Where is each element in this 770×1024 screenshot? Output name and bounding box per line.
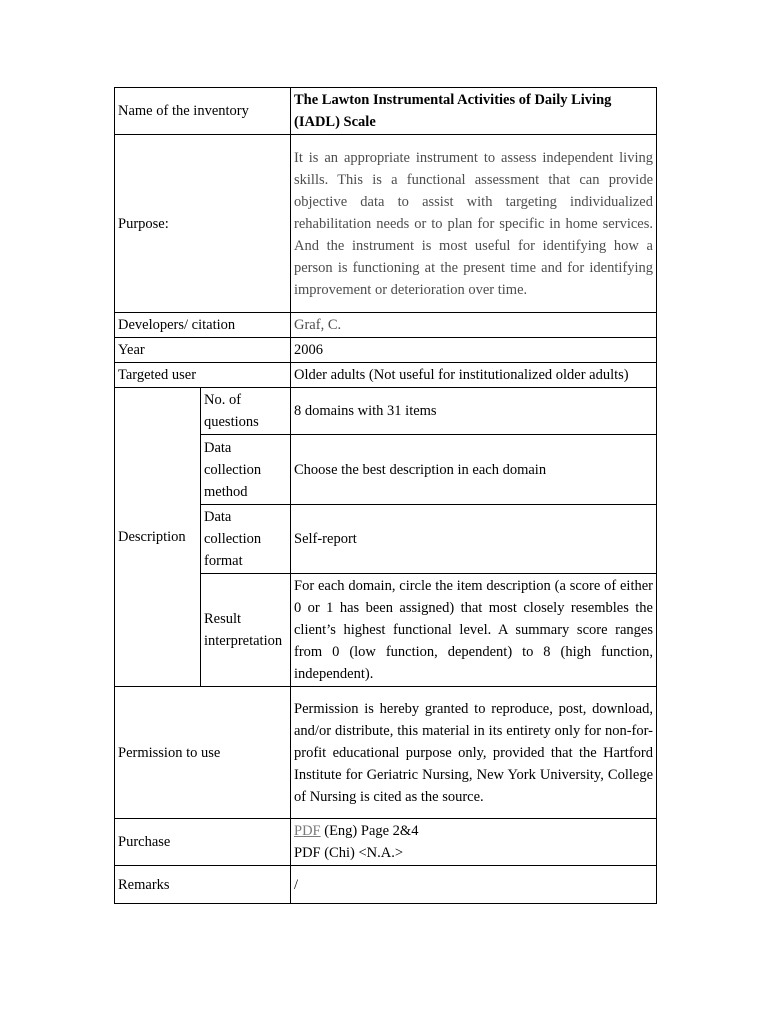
year-label: Year — [115, 338, 291, 363]
developers-label: Developers/ citation — [115, 313, 291, 338]
row-developers — [115, 313, 657, 338]
row-purpose — [115, 135, 657, 313]
row-purchase — [115, 819, 657, 866]
remarks-value: / — [291, 866, 657, 904]
remarks-label: Remarks — [115, 866, 291, 904]
description-item-label: Data collection method — [201, 435, 291, 505]
pdf-eng-detail: (Eng) Page 2&4 — [320, 823, 419, 839]
targeted-user-label: Targeted user — [115, 363, 291, 388]
inventory-table — [114, 87, 657, 904]
purchase-line-eng — [294, 820, 653, 842]
description-item-value: Choose the best description in each domain — [291, 435, 657, 505]
permission-label: Permission to use — [115, 687, 291, 819]
purchase-label: Purchase — [115, 819, 291, 866]
row-targeted-user — [115, 363, 657, 388]
description-item-label: No. of questions — [201, 388, 291, 435]
purpose-label: Purpose: — [115, 135, 291, 313]
purpose-value: It is an appropriate instrument to assess independent living skills. This is a functional assessment that can provide objective data to assist with targeting individualized rehabilitation needs or to plan for specific in home services. And the instrument is most useful for identifying how a person is functioning at the present time and for identifying improvement or deterioration over time. — [291, 135, 657, 313]
year-value: 2006 — [291, 338, 657, 363]
pdf-eng-link[interactable]: PDF — [294, 823, 321, 839]
targeted-user-value: Older adults (Not useful for institutionalized older adults) — [291, 363, 657, 388]
description-item-label: Data collection format — [201, 505, 291, 574]
description-item-label: Result interpretation — [201, 574, 291, 687]
description-label: Description — [115, 388, 201, 687]
developers-value: Graf, C. — [291, 313, 657, 338]
row-remarks — [115, 866, 657, 904]
purchase-line-chi: PDF (Chi) <N.A.> — [294, 845, 404, 861]
permission-value: Permission is hereby granted to reproduce, post, download, and/or distribute, this material in its entirety only for non-for- profit educational purpose only, provided that the Hartford Institute for Geriatric Nursing, New York University, College of Nursing is cited as the source. — [291, 687, 657, 819]
name-label: Name of the inventory — [115, 88, 291, 135]
description-item-value: For each domain, circle the item description (a score of either 0 or 1 has been assigned) that most closely resembles the client’s highest functional level. A summary score ranges from 0 (low function, dependent) to 8 (high function, independent). — [291, 574, 657, 687]
description-item-value: Self-report — [291, 505, 657, 574]
row-description-questions — [115, 388, 657, 435]
description-item-value: 8 domains with 31 items — [291, 388, 657, 435]
purchase-value — [291, 819, 657, 866]
name-value: The Lawton Instrumental Activities of Daily Living (IADL) Scale — [291, 88, 657, 135]
row-permission — [115, 687, 657, 819]
row-name — [115, 88, 657, 135]
row-year — [115, 338, 657, 363]
